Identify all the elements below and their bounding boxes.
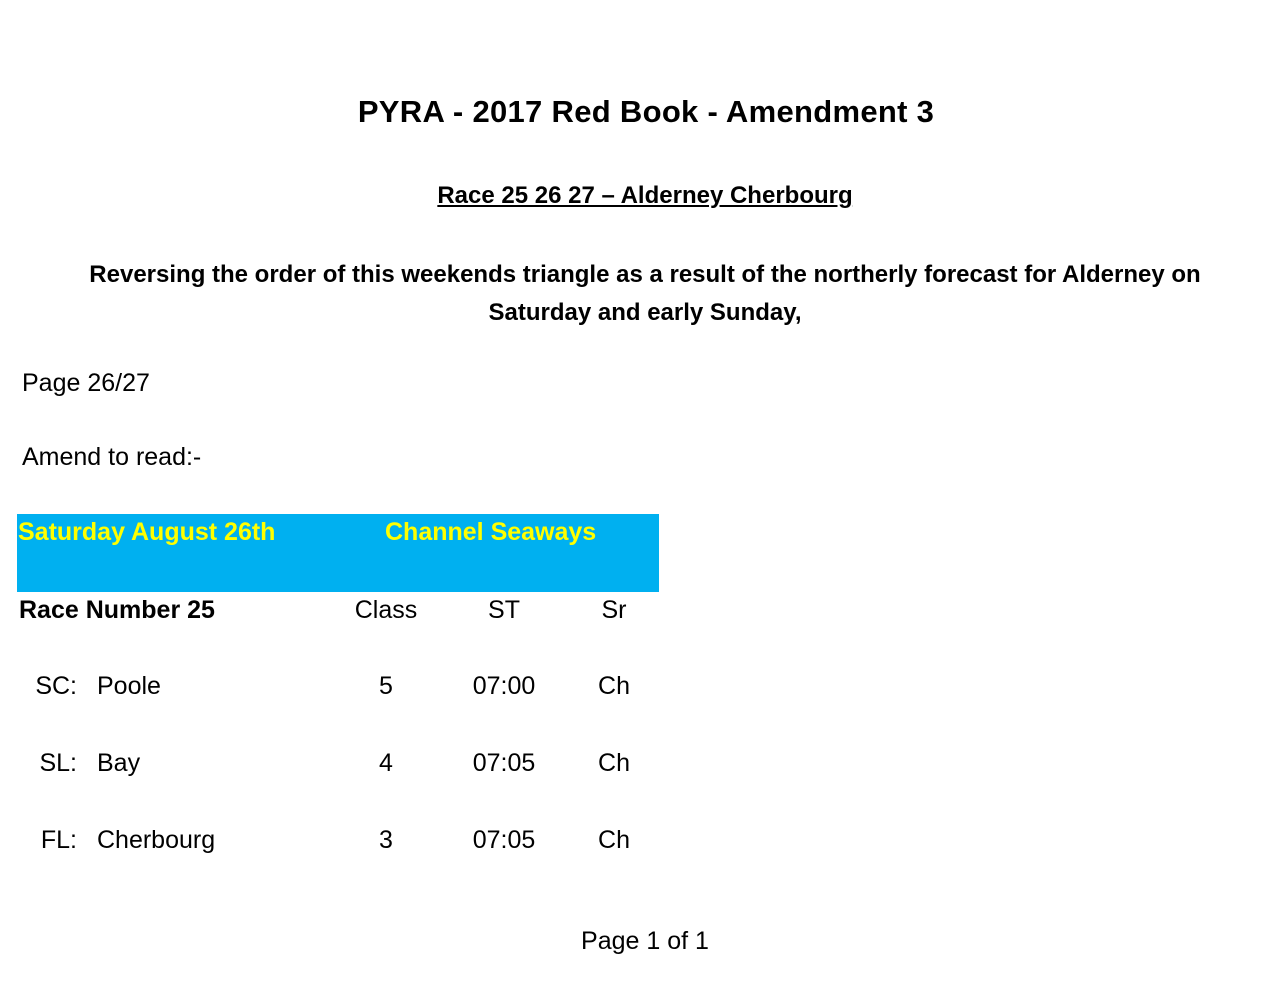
row-class: 5: [379, 672, 393, 700]
header-st: ST: [488, 596, 520, 624]
page-footer: Page 1 of 1: [581, 927, 709, 955]
header-sr: Sr: [601, 596, 627, 624]
intro-line: Reversing the order of this weekends triangle as a result of the northerly forecast for Alderney on: [89, 261, 1201, 288]
row-class: 3: [379, 826, 393, 854]
row-sr: Ch: [598, 672, 630, 700]
row-start-time: 07:05: [472, 749, 536, 777]
intro-paragraph: [14, 256, 1276, 332]
row-name: Bay: [97, 749, 141, 777]
banner-day: Saturday August 26th: [18, 518, 276, 546]
page-reference: Page 26/27: [22, 369, 150, 397]
amend-label: Amend to read:-: [22, 443, 202, 471]
schedule-banner: [17, 514, 659, 592]
row-start-time: 07:00: [472, 672, 536, 700]
row-name: Cherbourg: [97, 826, 216, 854]
intro-line: Saturday and early Sunday,: [488, 299, 802, 326]
banner-venue: Channel Seaways: [385, 518, 597, 546]
row-code: FL:: [40, 826, 77, 854]
race-subtitle: Race 25 26 27 – Alderney Cherbourg: [437, 182, 853, 209]
page-title: PYRA - 2017 Red Book - Amendment 3: [357, 94, 935, 129]
race-number-label: Race Number 25: [19, 596, 215, 624]
header-class: Class: [354, 596, 418, 624]
row-start-time: 07:05: [472, 826, 536, 854]
row-code: SC:: [35, 672, 77, 700]
row-sr: Ch: [598, 749, 630, 777]
row-name: Poole: [97, 672, 161, 700]
row-code: SL:: [39, 749, 77, 777]
row-class: 4: [379, 749, 393, 777]
row-sr: Ch: [598, 826, 630, 854]
